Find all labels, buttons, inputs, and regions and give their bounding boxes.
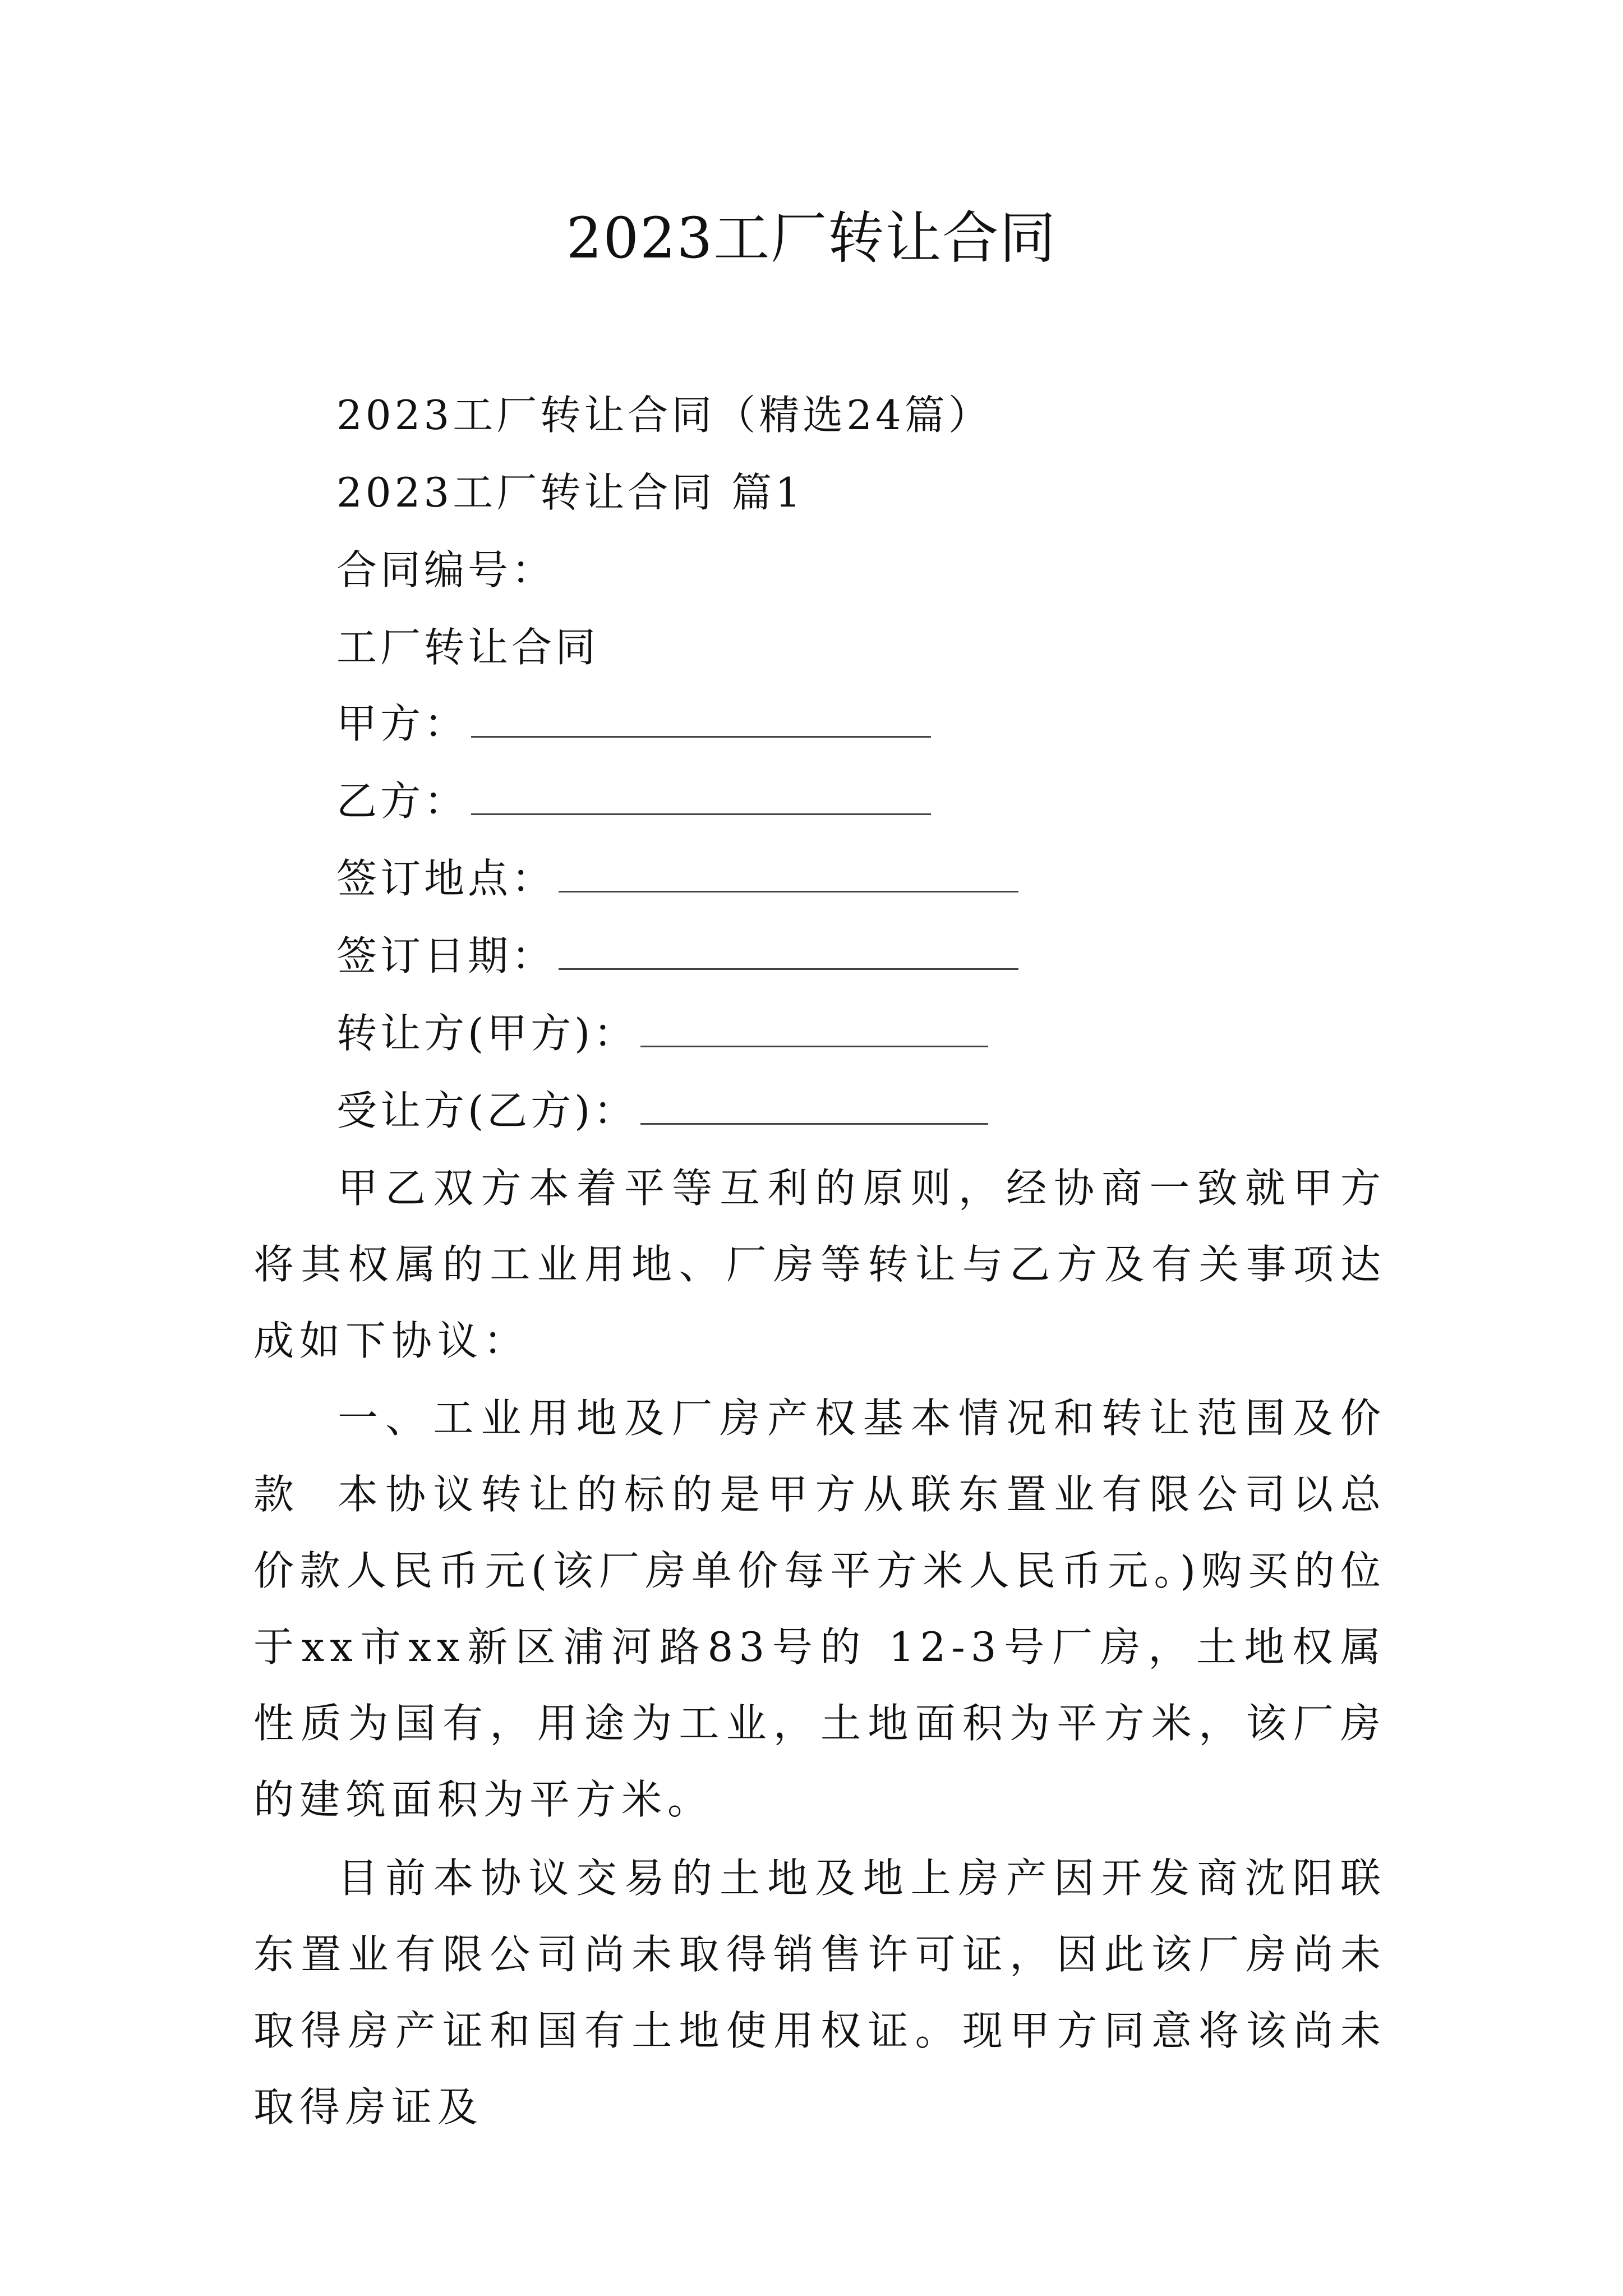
fill-in-blank (559, 935, 1018, 970)
document-title: 2023工厂转让合同 (566, 205, 1057, 271)
intro-paragraph: 甲乙双方本着平等互利的原则，经协商一致就甲方将其权属的工业用地、厂房等转让与乙方及有关事项达成如下协议： (253, 1165, 1386, 1364)
field-label: 签订地点： (336, 855, 556, 902)
body-paragraph: 本协议转让的标的是甲方从联东置业有限公司以总价款人民币元(该厂房单价每平方米人民币元。)购买的位于xx市xx新区浦河路83号的 12-3号厂房，土地权属性质为国有，用途为工业，土地面积为平方米，该厂房的建筑面积为平方米。 (253, 1471, 1386, 1823)
fill-in-blank (471, 780, 931, 815)
fill-in-blank (640, 1089, 988, 1125)
section-heading: 一、工业用地及厂房产权基本情况和转让范围及价款 (253, 1395, 1386, 1518)
body-paragraph: 目前本协议交易的土地及地上房产因开发商沈阳联东置业有限公司尚未取得销售许可证，因此该厂房尚未取得房产证和国有土地使用权证。现甲方同意将该尚未取得房证及 (253, 1855, 1386, 2131)
field-label: 受让方(乙方)： (336, 1087, 638, 1134)
chapter-heading: 2023工厂转让合同 篇1 (336, 469, 804, 516)
contract-name: 工厂转让合同 (336, 624, 600, 671)
transferor-field (336, 1005, 988, 1061)
party-a-field (336, 696, 931, 752)
fill-in-blank (640, 1012, 988, 1047)
transferee-field (336, 1083, 988, 1139)
field-label: 签订日期： (336, 932, 556, 979)
fill-in-blank (471, 702, 931, 738)
signing-place-field (336, 850, 1018, 907)
field-label: 转让方(甲方)： (336, 1010, 638, 1057)
field-label: 甲方： (336, 700, 468, 747)
signing-date-field (336, 928, 1018, 984)
field-label: 乙方： (336, 777, 468, 825)
document-subtitle: 2023工厂转让合同（精选24篇） (336, 392, 992, 439)
fill-in-blank (559, 857, 1018, 892)
contract-number-label: 合同编号： (336, 546, 556, 593)
party-b-field (336, 773, 931, 829)
